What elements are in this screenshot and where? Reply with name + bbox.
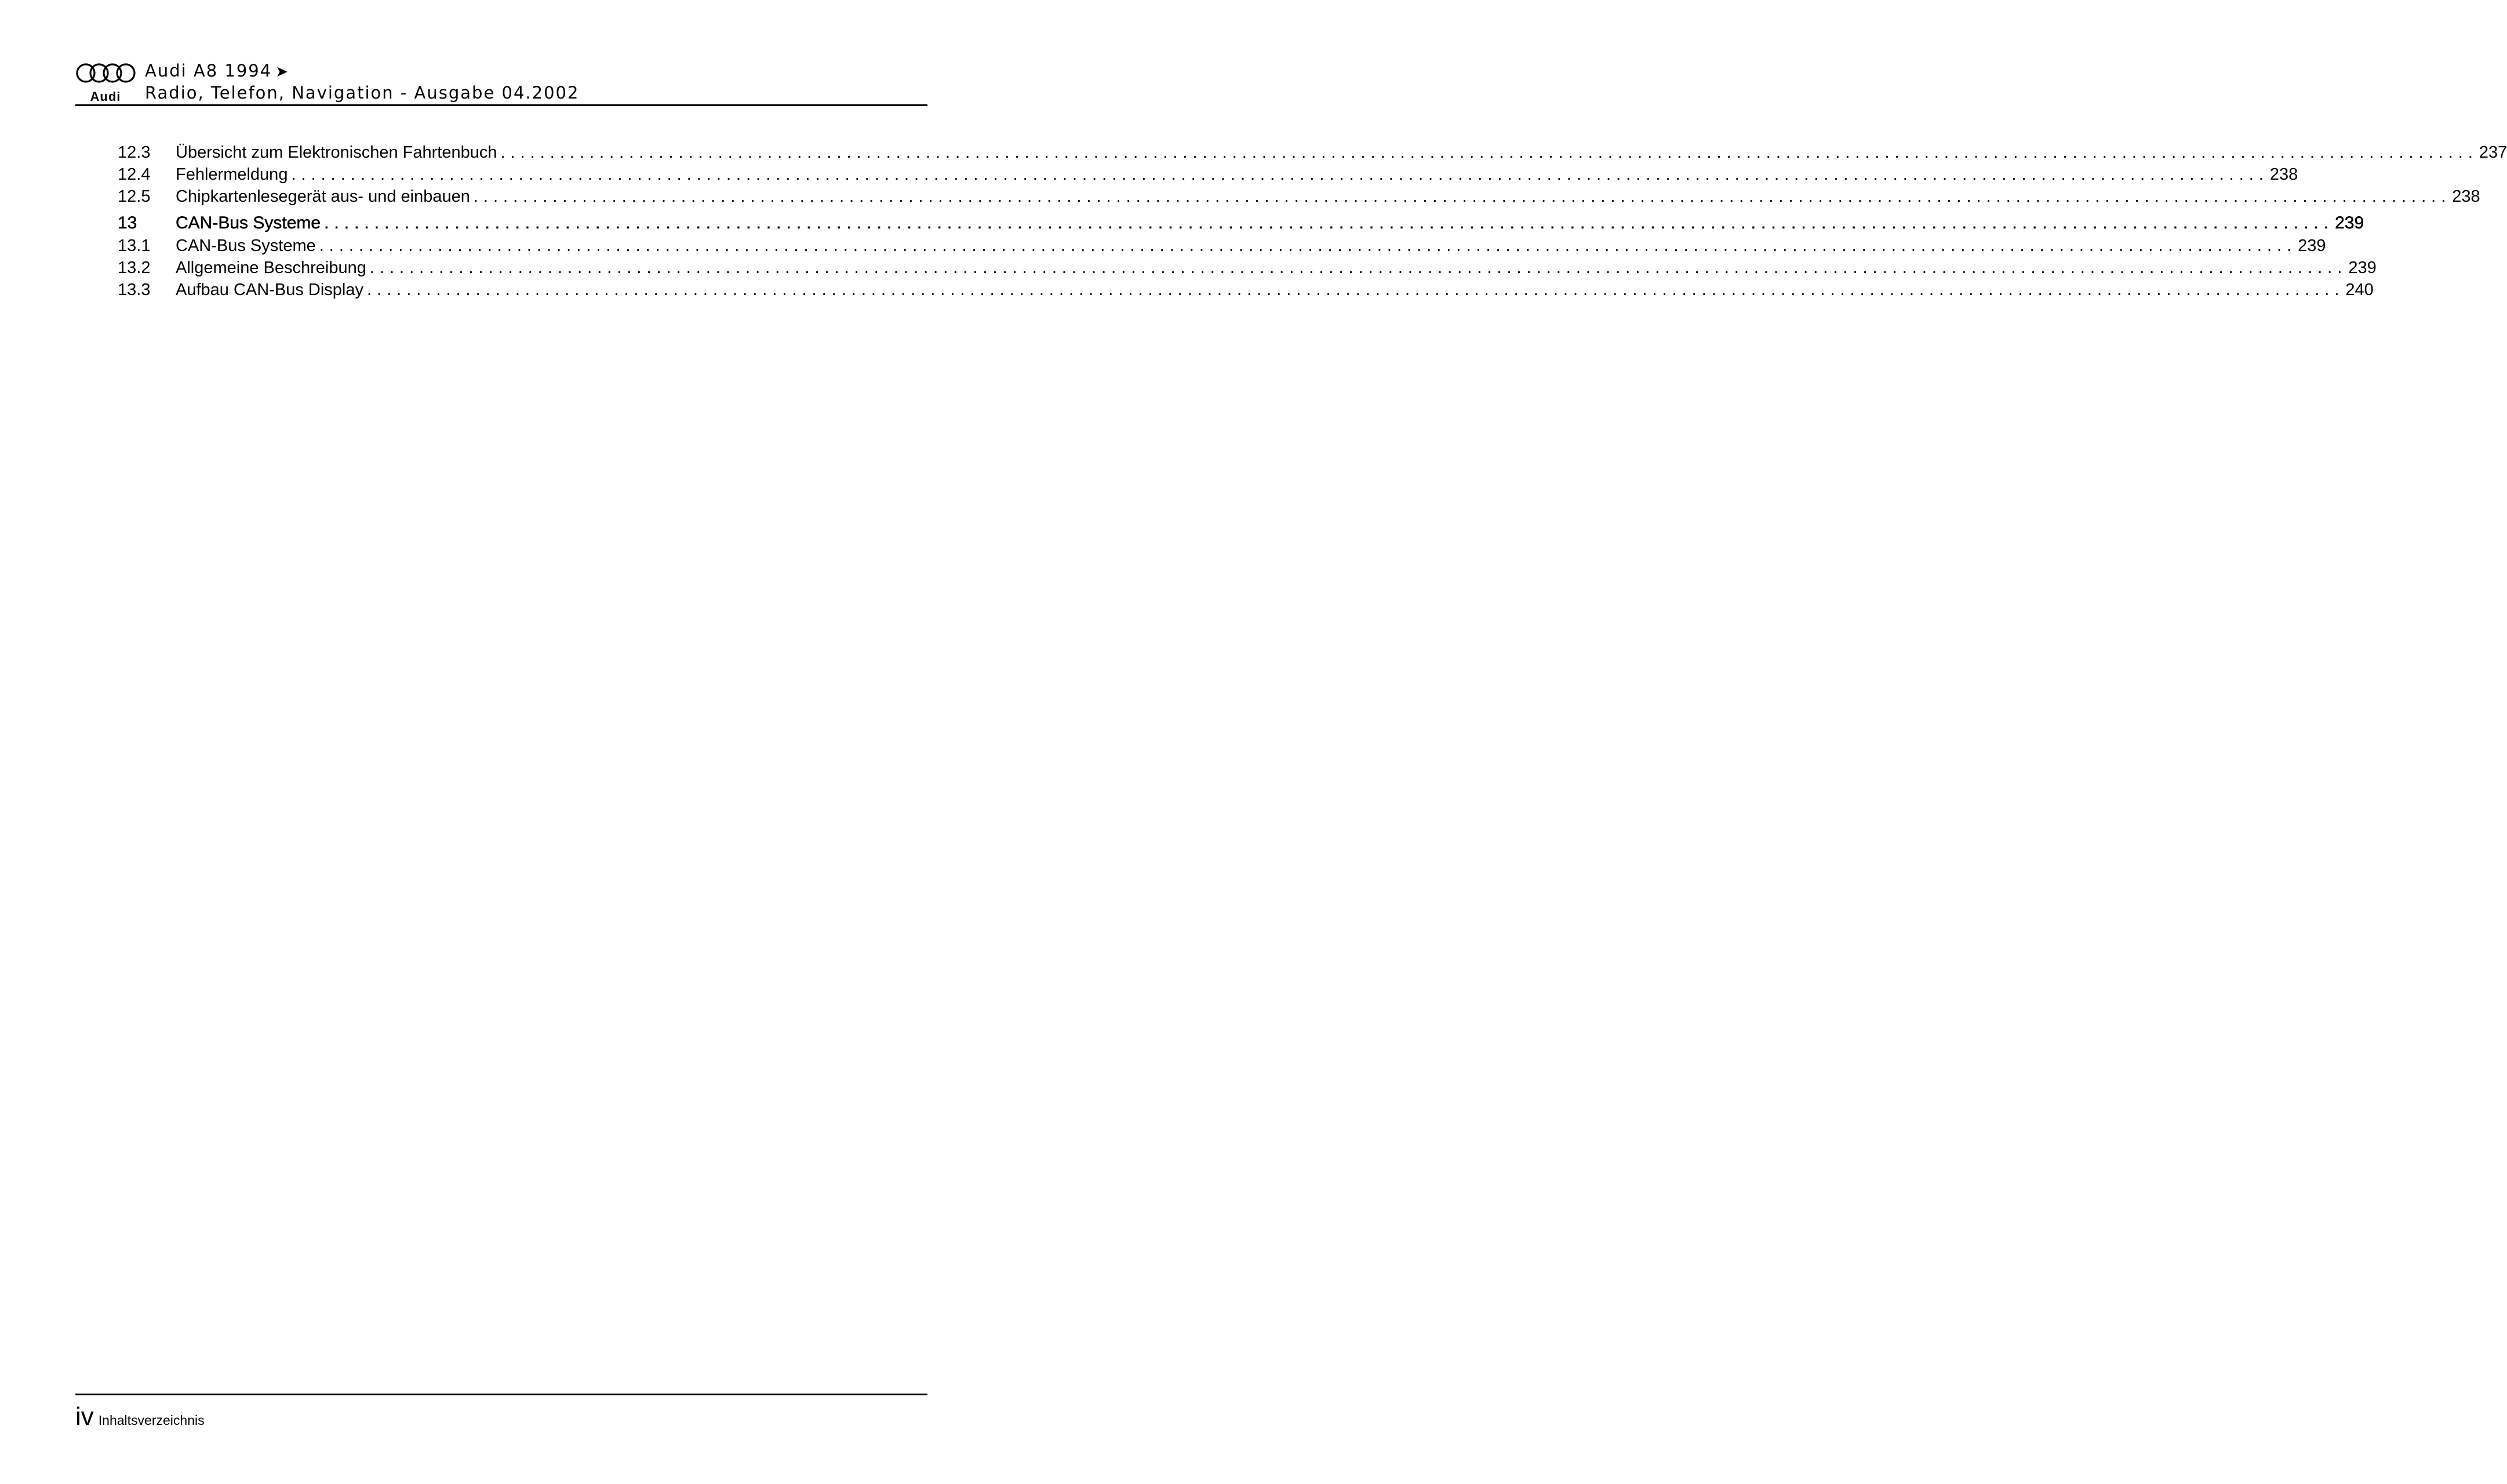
toc-entry-page: 240 [2345, 281, 2374, 299]
toc-entry-page: 237 [2479, 143, 2507, 162]
page-header [75, 57, 927, 106]
toc-entry-title: CAN-Bus Systeme [176, 237, 316, 255]
toc-entry-number: 12.3 [118, 143, 151, 162]
toc-entry[interactable] [118, 186, 2480, 208]
table-of-contents [118, 141, 2507, 301]
toc-entry-page: 239 [2298, 237, 2326, 255]
footer-page-number: iv [75, 1402, 94, 1431]
toc-dot-leader: ........................................................................................................................................................................................................ [319, 237, 2297, 255]
toc-entry-title: Aufbau CAN-Bus Display [176, 281, 363, 299]
toc-entry-title: Allgemeine Beschreibung [176, 259, 366, 277]
toc-dot-leader: ........................................................................................................................................................................................................ [500, 143, 2478, 162]
toc-entry-title: CAN-Bus Systeme [176, 213, 321, 232]
page-footer [75, 1399, 205, 1438]
toc-entry-page: 239 [2335, 213, 2364, 232]
arrow-right-icon: ➤ [275, 63, 290, 81]
toc-entry[interactable] [118, 257, 2377, 279]
header-text [145, 60, 579, 103]
toc-entry-page: 239 [2348, 259, 2377, 277]
footer-section-name: Inhaltsverzeichnis [98, 1413, 205, 1428]
toc-entry-number: 13.3 [118, 281, 151, 299]
toc-dot-leader: ........................................................................................................................................................................................................ [291, 165, 2269, 184]
document-subtitle: Radio, Telefon, Navigation - Ausgabe 04.2002 [145, 83, 580, 103]
document-title [145, 60, 579, 82]
toc-entry-number: 13 [118, 213, 137, 232]
toc-entry-number: 13.1 [118, 237, 151, 255]
toc-entry[interactable] [118, 163, 2298, 186]
audi-logo-text: Audi [90, 89, 121, 104]
toc-entry-page: 238 [2269, 165, 2298, 184]
toc-entry-title: Chipkartenlesegerät aus- und einbauen [176, 187, 470, 206]
toc-entry-title: Fehlermeldung [176, 165, 288, 184]
toc-entry[interactable] [118, 141, 2507, 163]
toc-dot-leader: ........................................................................................................................................................................................................ [473, 187, 2451, 206]
toc-dot-leader: ........................................................................................................................................................................................................ [324, 213, 2334, 232]
toc-entry-page: 238 [2452, 187, 2480, 206]
toc-entry[interactable] [118, 279, 2374, 301]
toc-dot-leader: ........................................................................................................................................................................................................ [369, 259, 2348, 277]
toc-entry-number: 13.2 [118, 259, 151, 277]
document-title-text: Audi A8 1994 [145, 61, 272, 81]
toc-entry[interactable] [118, 235, 2326, 257]
audi-logo [75, 61, 138, 104]
toc-entry-number: 12.4 [118, 165, 151, 184]
toc-entry-title: Übersicht zum Elektronischen Fahrtenbuch [176, 143, 497, 162]
toc-entry-number: 12.5 [118, 187, 151, 206]
toc-dot-leader: ........................................................................................................................................................................................................ [366, 281, 2345, 299]
footer-divider [75, 1394, 927, 1395]
toc-chapter-entry[interactable] [118, 212, 2364, 235]
